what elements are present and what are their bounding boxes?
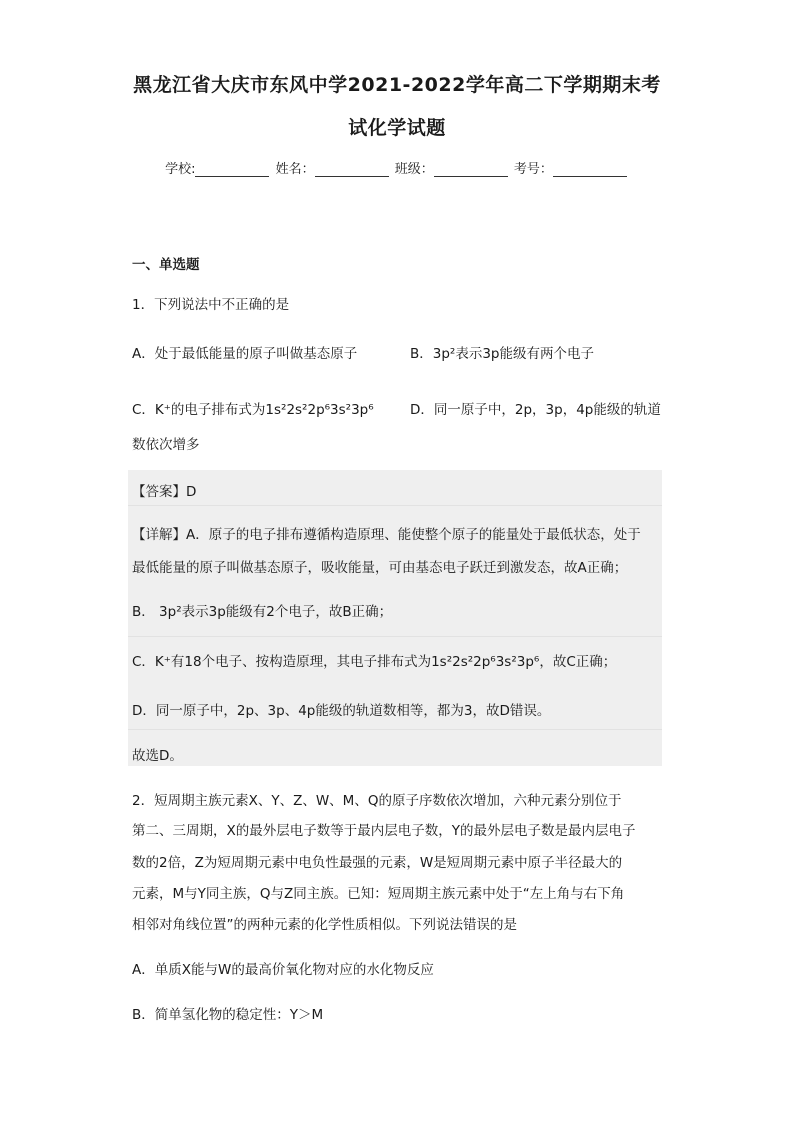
q2-line-1: 2．短周期主族元素X、Y、Z、W、M、Q的原子序数依次增加，六种元素分别位于 [132, 793, 622, 809]
q1-option-d-line2: 数依次增多 [132, 437, 200, 453]
student-info-row [0, 158, 794, 177]
answer-line: 【答案】D [132, 484, 197, 500]
detail-line-2: 最低能量的原子叫做基态原子，吸收能量，可由基态电子跃迁到激发态，故A正确； [132, 560, 628, 576]
q2-option-a: A．单质X能与W的最高价氧化物对应的水化物反应 [132, 962, 434, 978]
q1-option-b: B．3p²表示3p能级有两个电子 [410, 346, 594, 362]
detail-line-4: C．K⁺有18个电子、按构造原理，其电子排布式为1s²2s²2p⁶3s²3p⁶，故C正确； [132, 654, 617, 670]
q1-option-a: A．处于最低能量的原子叫做基态原子 [132, 346, 358, 362]
detail-line-3: B． 3p²表示3p能级有2个电子，故B正确； [132, 604, 393, 620]
q2-line-4: 元素，M与Y同主族，Q与Z同主族。已知：短周期主族元素中处于“左上角与右下角 [132, 886, 625, 902]
q2-option-b: B．简单氢化物的稳定性：Y＞M [132, 1007, 324, 1023]
title-line-2: 试化学试题 [348, 117, 446, 139]
name-label: 姓名： [275, 162, 315, 177]
school-blank[interactable] [195, 162, 269, 177]
q1-stem: 1．下列说法中不正确的是 [132, 297, 290, 313]
q1-option-d-line1: D．同一原子中，2p，3p，4p能级的轨道 [410, 402, 661, 418]
exam-no-label: 考号： [513, 162, 553, 177]
divider [128, 505, 662, 506]
exam-no-blank[interactable] [553, 162, 627, 177]
detail-line-5: D．同一原子中，2p、3p、4p能级的轨道数相等，都为3，故D错误。 [132, 703, 551, 719]
detail-line-1: 【详解】A．原子的电子排布遵循构造原理、能使整个原子的能量处于最低状态，处于 [132, 527, 641, 543]
divider [128, 729, 662, 730]
title-line-1: 黑龙江省大庆市东风中学2021-2022学年高二下学期期末考 [133, 74, 661, 96]
conclusion-line: 故选D。 [132, 748, 183, 764]
class-label: 班级： [394, 162, 434, 177]
name-blank[interactable] [315, 162, 389, 177]
q2-line-5: 相邻对角线位置”的两种元素的化学性质相似。下列说法错误的是 [132, 917, 517, 933]
q2-line-3: 数的2倍，Z为短周期元素中电负性最强的元素，W是短周期元素中原子半径最大的 [132, 855, 623, 871]
q1-option-c: C．K⁺的电子排布式为1s²2s²2p⁶3s²3p⁶ [132, 402, 374, 418]
section-heading: 一、单选题 [132, 257, 200, 273]
school-label: 学校: [165, 162, 196, 177]
class-blank[interactable] [434, 162, 508, 177]
divider [128, 636, 662, 637]
q2-line-2: 第二、三周期，X的最外层电子数等于最内层电子数，Y的最外层电子数是最内层电子 [132, 823, 636, 839]
